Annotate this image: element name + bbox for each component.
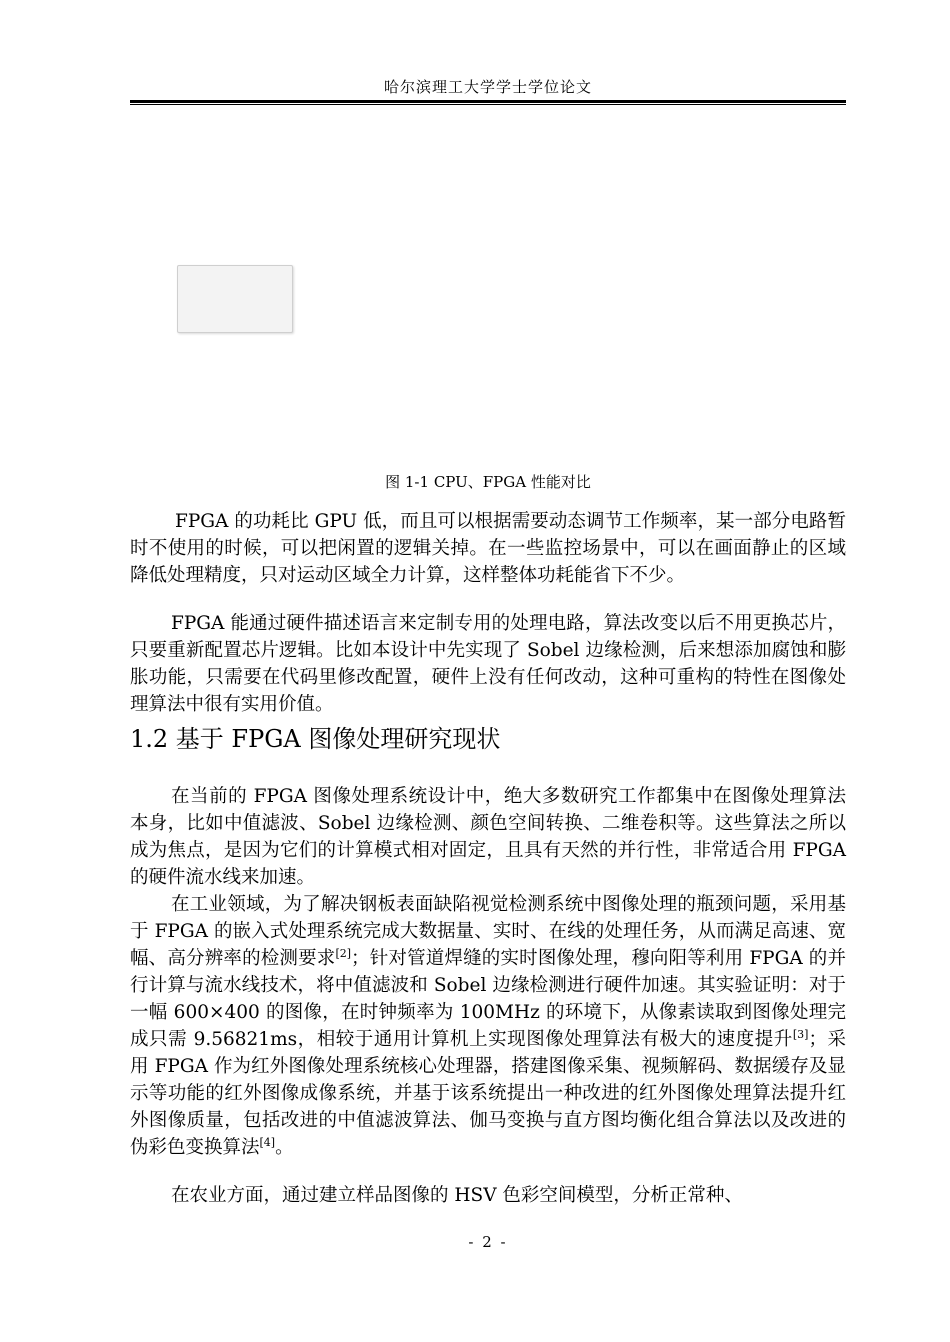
citation-ref: [4] (259, 1135, 276, 1149)
section-heading: 1.2 基于 FPGA 图像处理研究现状 (130, 725, 501, 753)
paragraph-text-segment: 在工业领域，为了解决钢板表面缺陷视觉检测系统中图像处理的瓶颈问题，采用基于 FPGA 的嵌入式处理系统完成大数据量、实时、在线的处理任务，从而满足高速、宽幅、高分辨率的检测要求 (130, 894, 846, 969)
paragraph-text-segment: ；针对管道焊缝的实时图像处理，穆向阳等利用 FPGA 的并行计算与流水线技术，将中值滤波和 Sobel 边缘检测进行硬件加速。其实验证明：对于一幅 600×400 的图像，在时钟频率为 100MHz 的环境下，从像素读取到图像处理完成只需 9.56821ms，相较于通用计算机上实现图像处理算法有极大的速度提升 (130, 948, 846, 1050)
paragraph-fpga-power: FPGA 的功耗比 GPU 低，而且可以根据需要动态调节工作频率，某一部分电路暂时不使用的时候，可以把闲置的逻辑关掉。在一些监控场景中，可以在画面静止的区域降低处理精度，只对运动区域全力计算，这样整体功耗能省下不少。 (130, 511, 846, 586)
paragraph-research-focus: 在当前的 FPGA 图像处理系统设计中，绝大多数研究工作都集中在图像处理算法本身，比如中值滤波、Sobel 边缘检测、颜色空间转换、二维卷积等。这些算法之所以成为焦点，是因为它们的计算模式相对固定，且具有天然的并行性，非常适合用 FPGA 的硬件流水线来加速。 (130, 786, 846, 888)
paragraph-fpga-reconfigurable: FPGA 能通过硬件描述语言来定制专用的处理电路，算法改变以后不用更换芯片，只要重新配置芯片逻辑。比如本设计中先实现了 Sobel 边缘检测，后来想添加腐蚀和膨胀功能，只需要在代码里修改配置，硬件上没有任何改动，这种可重构的特性在图像处理算法中很有实用价值。 (130, 613, 846, 715)
header-rule-thick (130, 100, 846, 103)
paragraph-text-segment: 。 (275, 1137, 294, 1158)
paragraph-agriculture: 在农业方面，通过建立样品图像的 HSV 色彩空间模型，分析正常种、 (171, 1185, 743, 1206)
header-rule-thin (130, 104, 846, 105)
page-number: - 2 - (468, 1233, 508, 1251)
figure-caption: 图 1-1 CPU、FPGA 性能对比 (385, 473, 591, 491)
figure-image-placeholder (177, 265, 293, 333)
running-header: 哈尔滨理工大学学士学位论文 (383, 78, 592, 96)
paragraph-industrial-applications (130, 891, 846, 1161)
paragraph-text-segment: ；采用 FPGA 作为红外图像处理系统核心处理器，搭建图像采集、视频解码、数据缓存及显示等功能的红外图像成像系统，并基于该系统提出一种改进的红外图像处理算法提升红外图像质量，包括改进的中值滤波算法、伽马变换与直方图均衡化组合算法以及改进的伪彩色变换算法 (130, 1029, 846, 1158)
citation-ref: [2] (335, 946, 352, 960)
citation-ref: [3] (792, 1027, 809, 1041)
